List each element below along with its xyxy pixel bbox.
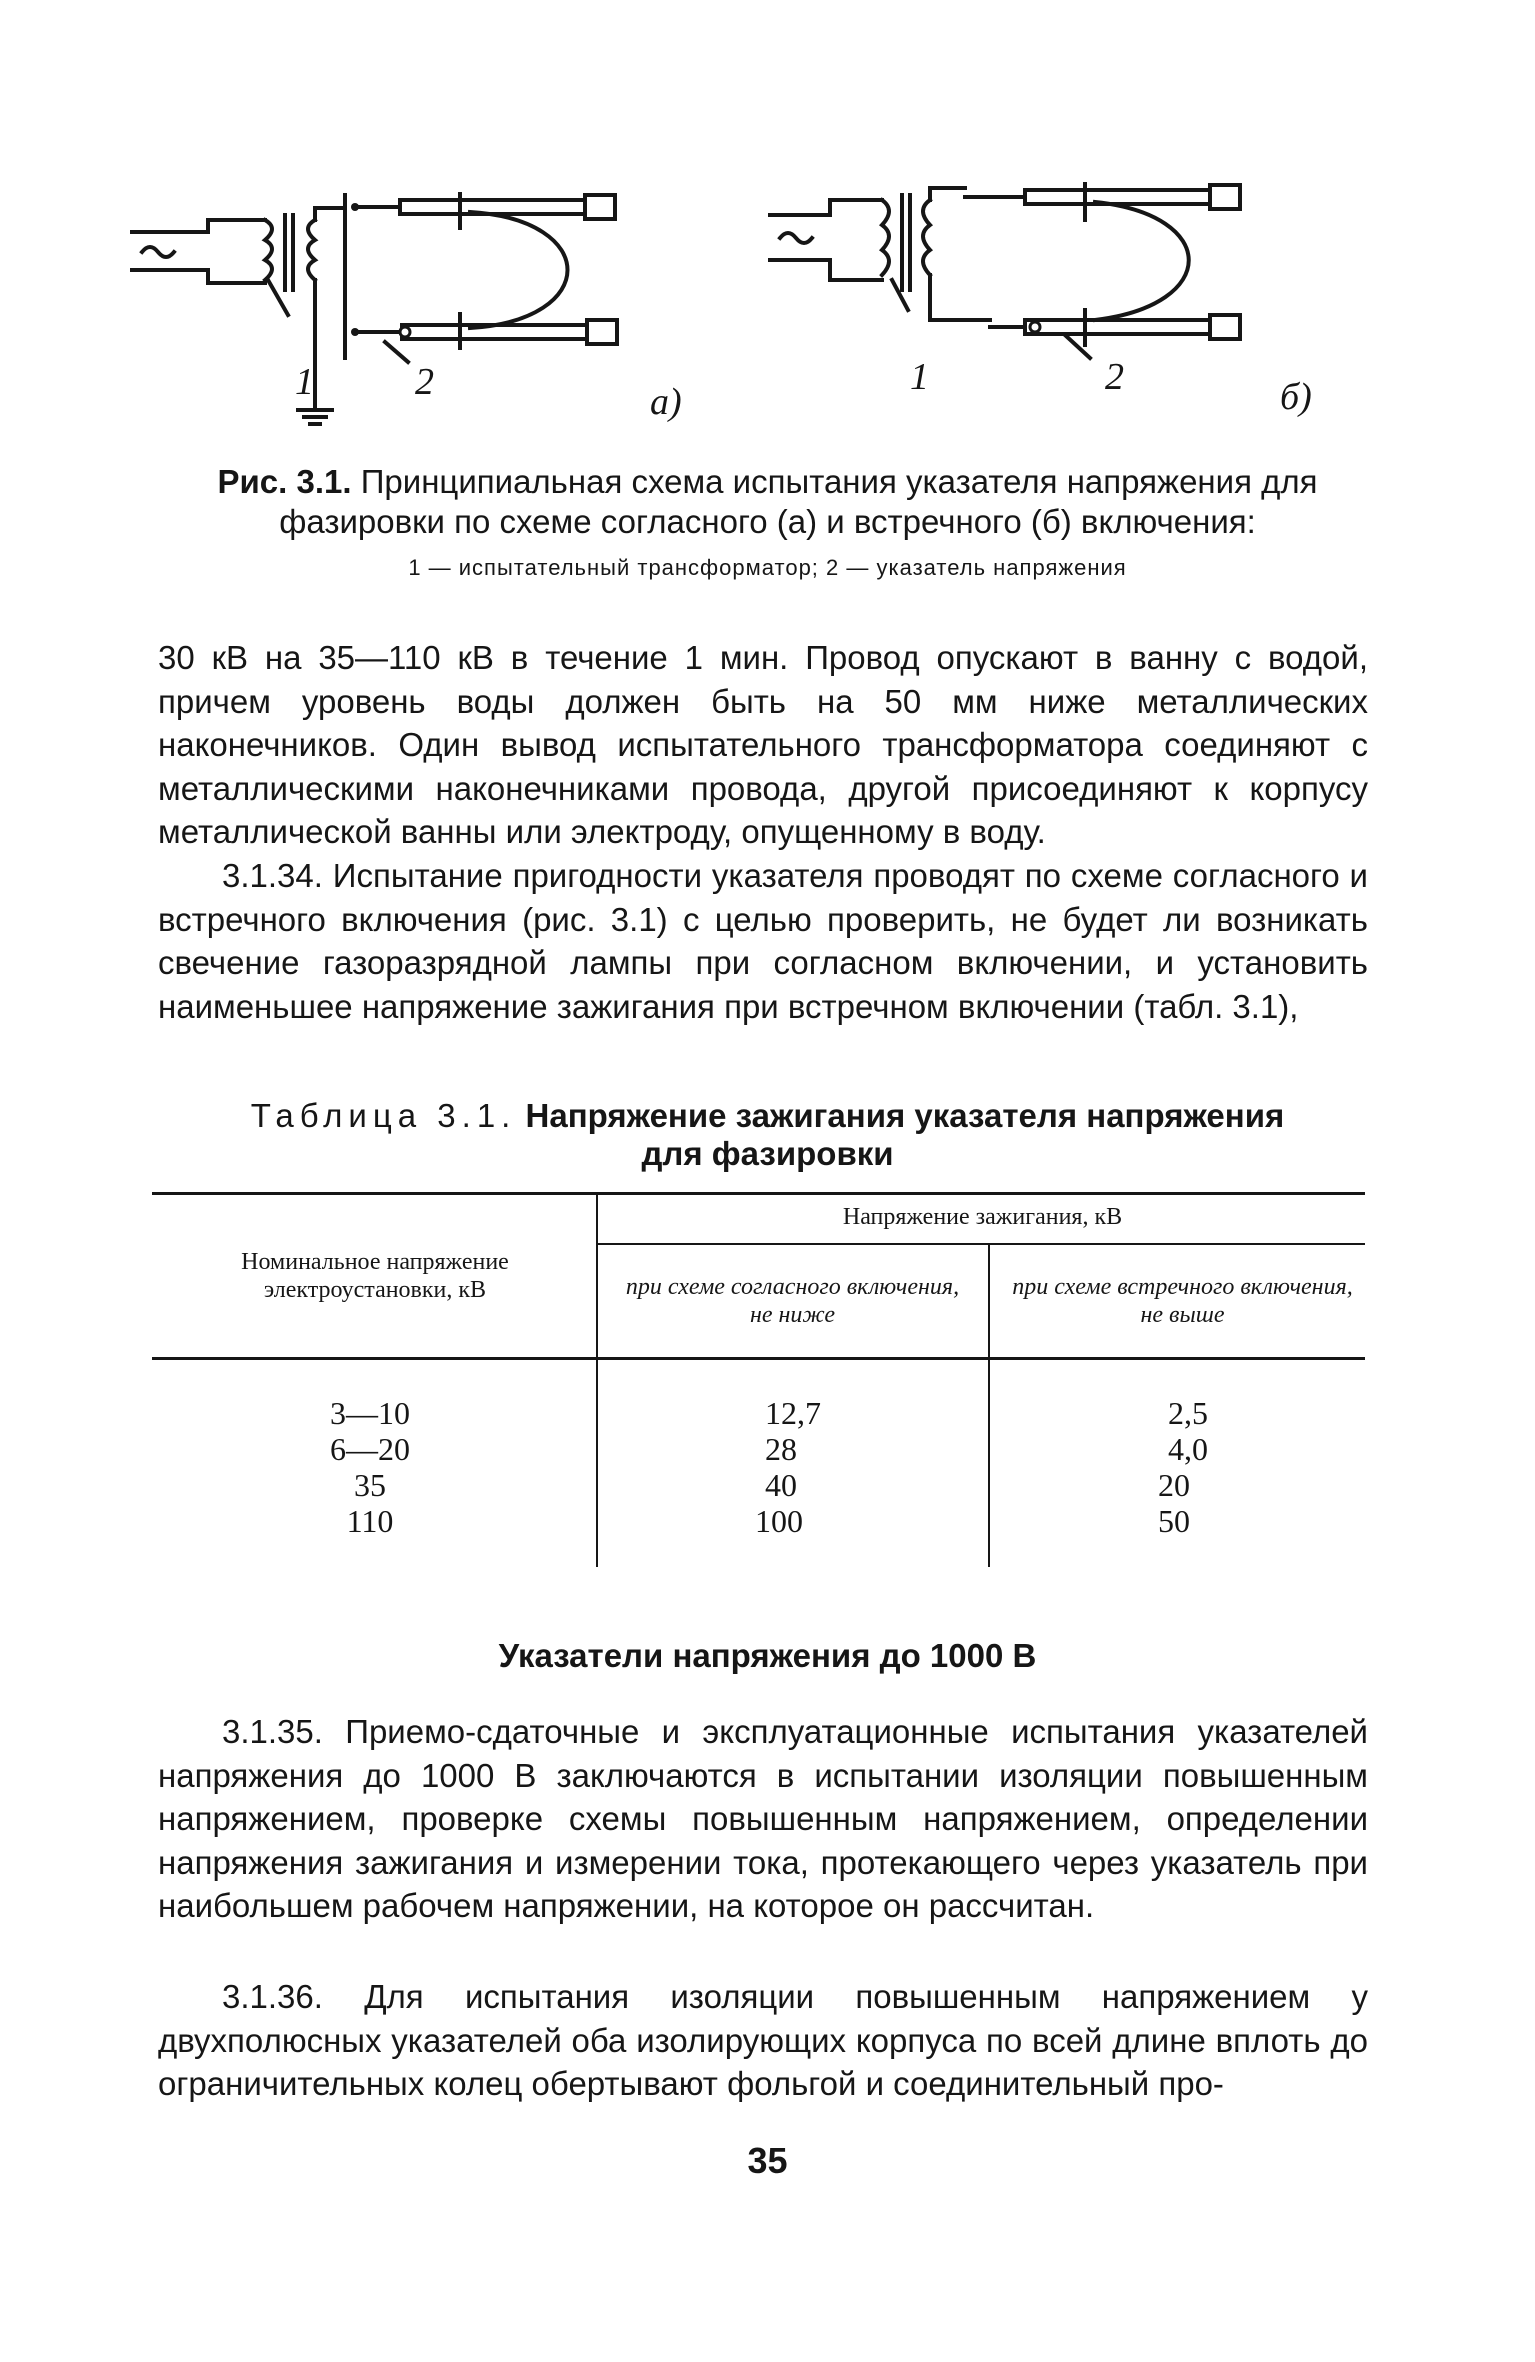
table-col-divider-1 (596, 1195, 598, 1567)
table-title-line2: для фазировки (641, 1135, 894, 1172)
table-label: Таблица 3.1. (250, 1097, 517, 1134)
label-transformer-a: 1 (295, 361, 314, 403)
caption-prefix: Рис. 3.1. (217, 463, 352, 500)
paragraph-3-1-36: 3.1.36. Для испытания изоляции повышенным напряжением у двухполюсных указателей оба изолирующих корпуса по всей длине вплоть до ограничительных колец обертывают фольгой и соединительный про- (158, 1978, 1368, 2102)
table-group-rule (598, 1243, 1365, 1245)
section-heading: Указатели напряжения до 1000 В (498, 1637, 1037, 1674)
cell-nominal: 35 (354, 1467, 386, 1503)
cell-agree: 40 (765, 1467, 797, 1503)
label-variant-b: б) (1280, 376, 1312, 418)
table-col-divider-2 (988, 1245, 990, 1567)
label-indicator-a: 2 (415, 361, 434, 403)
page-number: 35 (747, 2140, 788, 2181)
cell-agree: 12,7 (765, 1395, 821, 1431)
cell-agree: 100 (755, 1503, 803, 1539)
col-header-group: Напряжение зажигания, кВ (842, 1204, 1123, 1230)
table-top-rule (152, 1192, 1365, 1195)
paragraph-3-1-34: 3.1.34. Испытание пригодности указателя проводят по схеме согласного и встречного включения (рис. 3.1) с целью проверить, не будет ли возникать свечение газоразрядной лампы при согласном включении, и установить наименьшее напряжение зажигания при встречном включении (табл. 3.1), (158, 857, 1368, 1025)
cell-counter: 50 (1158, 1503, 1190, 1539)
cell-agree: 28 (765, 1431, 797, 1467)
col-header-nominal: Номинальное напряжение электроустановки, кВ (241, 1249, 509, 1303)
table-title (160, 1097, 1375, 1173)
caption-text: Принципиальная схема испытания указателя напряжения для фазировки по схеме согласного (а) и встречного (б) включения: (279, 463, 1318, 540)
cell-nominal: 110 (346, 1503, 394, 1539)
circuit-diagram (130, 180, 1370, 450)
figure-caption (160, 462, 1375, 542)
cell-nominal: 6—20 (330, 1431, 410, 1467)
label-indicator-b: 2 (1105, 356, 1124, 398)
table-title-line1: Напряжение зажигания указателя напряжения (525, 1097, 1285, 1134)
col-header-agree: при схеме согласного включения, не ниже (625, 1274, 960, 1328)
table-header-rule (152, 1357, 1365, 1360)
cell-nominal: 3—10 (330, 1395, 410, 1431)
col-header-counter: при схеме встречного включения, не выше (1012, 1274, 1353, 1328)
paragraph-3-1-35: 3.1.35. Приемо-сдаточные и эксплуатационные испытания указателей напряжения до 1000 В заключаются в испытании изоляции повышенным напряжением, проверке схемы повышенным напряжением, определении напряжения зажигания и измерении тока, протекающего через указатель при наибольшем рабочем напряжении, на которое он рассчитан. (158, 1713, 1368, 1924)
cell-counter: 2,5 (1168, 1395, 1208, 1431)
cell-counter: 20 (1158, 1467, 1190, 1503)
label-variant-a: а) (650, 381, 682, 423)
figure-legend: 1 — испытательный трансформатор; 2 — указатель напряжения (408, 555, 1127, 580)
cell-counter: 4,0 (1168, 1431, 1208, 1467)
figure-3-1 (130, 180, 1370, 450)
label-transformer-b: 1 (910, 356, 929, 398)
paragraph-1: 30 кВ на 35—110 кВ в течение 1 мин. Провод опускают в ванну с водой, причем уровень воды должен быть на 50 мм ниже металлических наконечников. Один вывод испытательного трансформатора соединяют с металлическими наконечниками провода, другой присоединяют к корпусу металлической ванны или электроду, опущенному в воду. (158, 639, 1368, 850)
